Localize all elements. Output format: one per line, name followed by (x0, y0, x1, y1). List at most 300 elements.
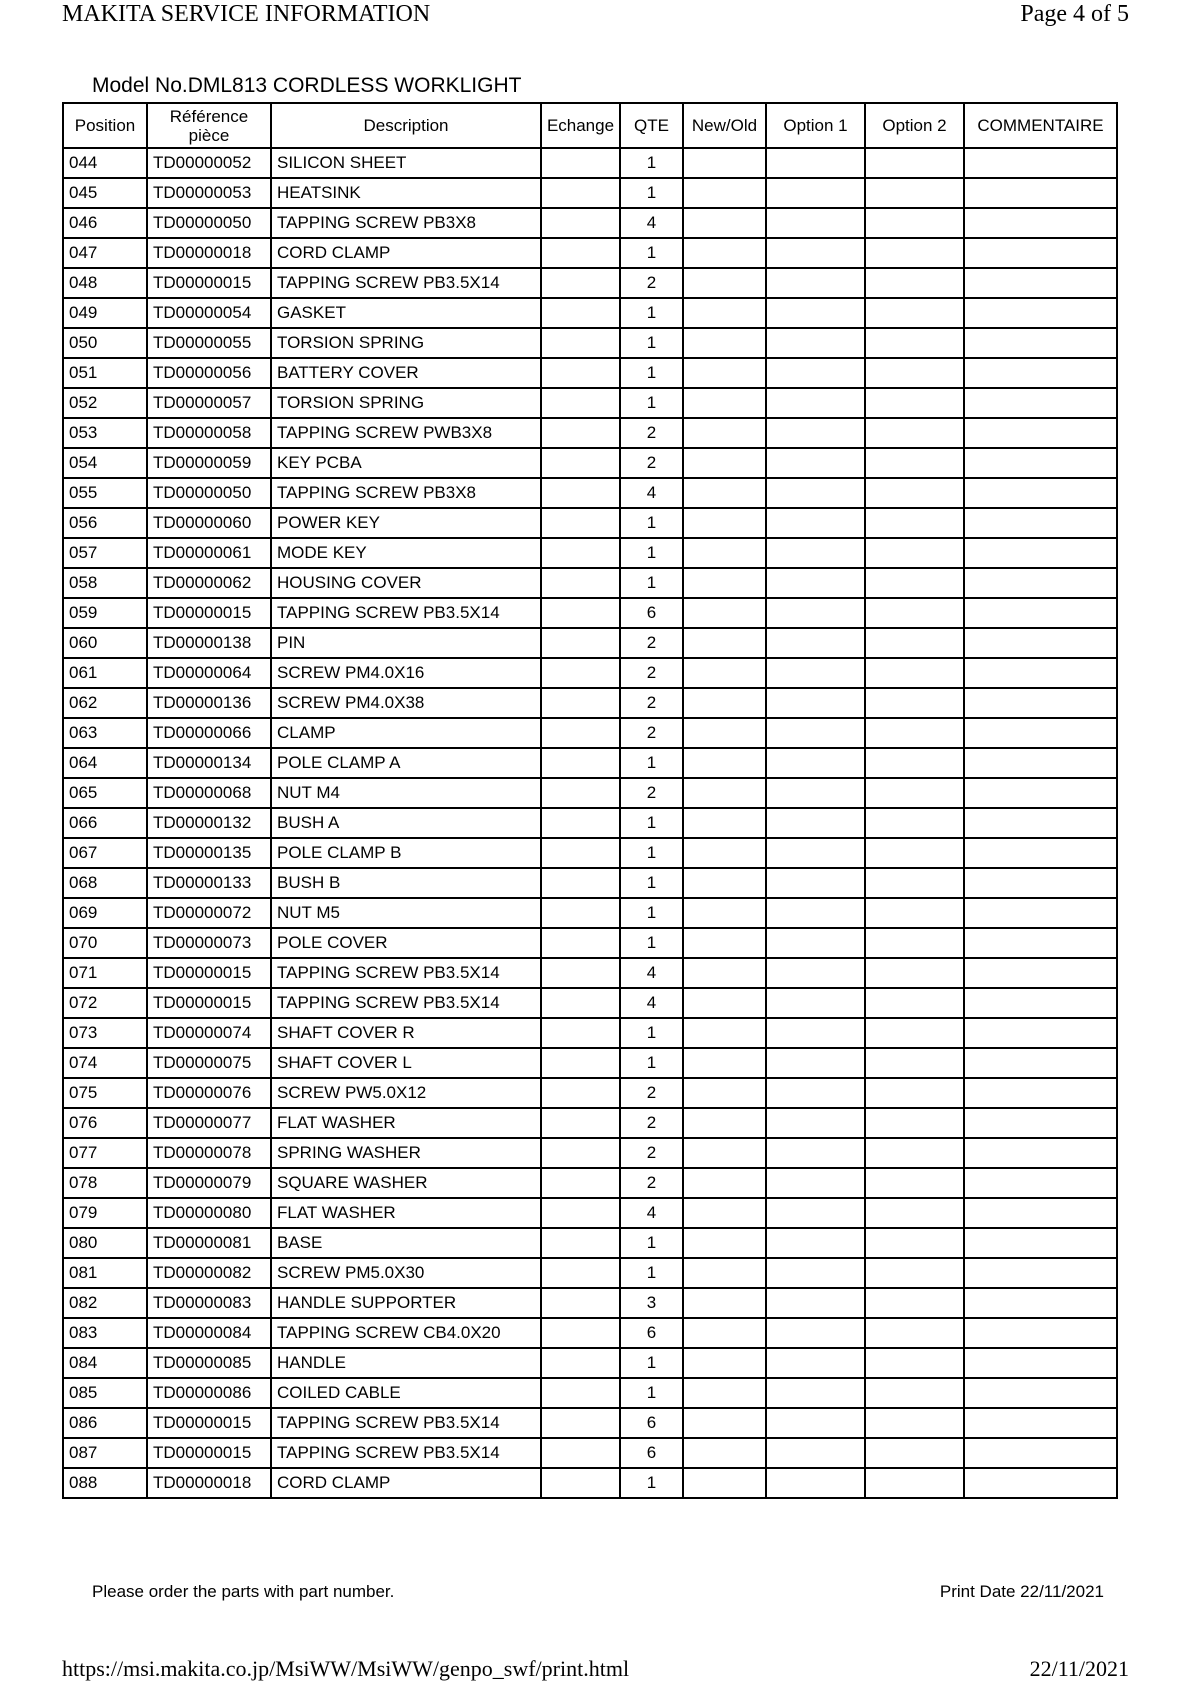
cell-description: HOUSING COVER (271, 568, 541, 598)
cell-option-1 (766, 388, 865, 418)
cell-position: 073 (63, 1018, 147, 1048)
cell-reference: TD00000082 (147, 1258, 271, 1288)
cell-new-old (683, 598, 766, 628)
cell-description: COILED CABLE (271, 1378, 541, 1408)
cell-option-2 (865, 328, 964, 358)
cell-position: 074 (63, 1048, 147, 1078)
cell-position: 071 (63, 958, 147, 988)
table-row (63, 148, 1117, 178)
cell-reference: TD00000015 (147, 598, 271, 628)
cell-new-old (683, 418, 766, 448)
cell-commentaire (964, 538, 1117, 568)
cell-reference: TD00000086 (147, 1378, 271, 1408)
cell-position: 085 (63, 1378, 147, 1408)
cell-commentaire (964, 1078, 1117, 1108)
cell-position: 065 (63, 778, 147, 808)
cell-description: SCREW PM4.0X16 (271, 658, 541, 688)
cell-reference: TD00000084 (147, 1318, 271, 1348)
cell-option-1 (766, 1228, 865, 1258)
cell-new-old (683, 328, 766, 358)
cell-qte: 2 (620, 1108, 683, 1138)
cell-new-old (683, 448, 766, 478)
cell-option-2 (865, 1048, 964, 1078)
cell-qte: 1 (620, 1348, 683, 1378)
cell-position: 068 (63, 868, 147, 898)
cell-position: 064 (63, 748, 147, 778)
table-row (63, 208, 1117, 238)
cell-qte: 1 (620, 1228, 683, 1258)
cell-new-old (683, 478, 766, 508)
cell-description: BUSH B (271, 868, 541, 898)
cell-description: POLE COVER (271, 928, 541, 958)
cell-option-2 (865, 1258, 964, 1288)
cell-option-1 (766, 1318, 865, 1348)
cell-qte: 6 (620, 1438, 683, 1468)
cell-qte: 2 (620, 718, 683, 748)
cell-reference: TD00000080 (147, 1198, 271, 1228)
cell-echange (541, 178, 620, 208)
cell-new-old (683, 1108, 766, 1138)
cell-option-2 (865, 208, 964, 238)
cell-commentaire (964, 988, 1117, 1018)
cell-new-old (683, 358, 766, 388)
table-row (63, 1078, 1117, 1108)
cell-qte: 4 (620, 478, 683, 508)
cell-position: 067 (63, 838, 147, 868)
column-header-position: Position (63, 103, 147, 148)
cell-echange (541, 988, 620, 1018)
table-row (63, 988, 1117, 1018)
column-header-reference: Référence pièce (147, 103, 271, 148)
cell-new-old (683, 1438, 766, 1468)
cell-echange (541, 1258, 620, 1288)
cell-reference: TD00000056 (147, 358, 271, 388)
cell-reference: TD00000134 (147, 748, 271, 778)
cell-qte: 2 (620, 1168, 683, 1198)
cell-option-1 (766, 1078, 865, 1108)
cell-commentaire (964, 658, 1117, 688)
table-row (63, 628, 1117, 658)
cell-option-2 (865, 538, 964, 568)
cell-echange (541, 208, 620, 238)
table-row (63, 1198, 1117, 1228)
cell-description: HEATSINK (271, 178, 541, 208)
cell-option-1 (766, 1018, 865, 1048)
cell-description: CORD CLAMP (271, 1468, 541, 1498)
cell-option-1 (766, 868, 865, 898)
cell-new-old (683, 658, 766, 688)
table-row (63, 958, 1117, 988)
cell-description: NUT M5 (271, 898, 541, 928)
table-row (63, 928, 1117, 958)
cell-position: 045 (63, 178, 147, 208)
cell-echange (541, 868, 620, 898)
cell-echange (541, 1048, 620, 1078)
table-row (63, 1048, 1117, 1078)
table-row (63, 388, 1117, 418)
cell-position: 082 (63, 1288, 147, 1318)
cell-reference: TD00000061 (147, 538, 271, 568)
cell-qte: 4 (620, 988, 683, 1018)
cell-option-2 (865, 1078, 964, 1108)
cell-option-1 (766, 1348, 865, 1378)
cell-position: 087 (63, 1438, 147, 1468)
cell-qte: 2 (620, 448, 683, 478)
cell-qte: 1 (620, 538, 683, 568)
table-row (63, 1378, 1117, 1408)
cell-option-2 (865, 358, 964, 388)
cell-option-1 (766, 658, 865, 688)
cell-new-old (683, 1378, 766, 1408)
cell-echange (541, 628, 620, 658)
cell-commentaire (964, 688, 1117, 718)
cell-description: SPRING WASHER (271, 1138, 541, 1168)
cell-echange (541, 148, 620, 178)
cell-qte: 1 (620, 508, 683, 538)
table-row (63, 178, 1117, 208)
cell-qte: 2 (620, 1138, 683, 1168)
cell-position: 084 (63, 1348, 147, 1378)
cell-option-1 (766, 1108, 865, 1138)
cell-new-old (683, 1288, 766, 1318)
cell-commentaire (964, 1468, 1117, 1498)
cell-description: BUSH A (271, 808, 541, 838)
cell-description: HANDLE (271, 1348, 541, 1378)
cell-description: TAPPING SCREW PB3.5X14 (271, 988, 541, 1018)
table-row (63, 898, 1117, 928)
cell-option-2 (865, 1348, 964, 1378)
cell-new-old (683, 868, 766, 898)
cell-commentaire (964, 838, 1117, 868)
cell-reference: TD00000058 (147, 418, 271, 448)
cell-position: 061 (63, 658, 147, 688)
cell-option-1 (766, 508, 865, 538)
cell-commentaire (964, 388, 1117, 418)
cell-reference: TD00000138 (147, 628, 271, 658)
cell-option-2 (865, 1198, 964, 1228)
cell-echange (541, 1018, 620, 1048)
cell-position: 063 (63, 718, 147, 748)
cell-description: MODE KEY (271, 538, 541, 568)
cell-option-2 (865, 1138, 964, 1168)
cell-option-2 (865, 1378, 964, 1408)
cell-description: FLAT WASHER (271, 1198, 541, 1228)
cell-reference: TD00000054 (147, 298, 271, 328)
cell-reference: TD00000135 (147, 838, 271, 868)
cell-commentaire (964, 1048, 1117, 1078)
cell-commentaire (964, 448, 1117, 478)
cell-description: TAPPING SCREW PB3X8 (271, 208, 541, 238)
cell-description: SHAFT COVER L (271, 1048, 541, 1078)
cell-qte: 2 (620, 778, 683, 808)
cell-position: 080 (63, 1228, 147, 1258)
cell-option-2 (865, 598, 964, 628)
cell-commentaire (964, 1348, 1117, 1378)
cell-position: 057 (63, 538, 147, 568)
cell-qte: 2 (620, 628, 683, 658)
page-number: Page 4 of 5 (1020, 1, 1129, 27)
cell-new-old (683, 1198, 766, 1228)
cell-qte: 1 (620, 328, 683, 358)
cell-reference: TD00000083 (147, 1288, 271, 1318)
cell-reference: TD00000015 (147, 268, 271, 298)
cell-position: 077 (63, 1138, 147, 1168)
cell-commentaire (964, 1288, 1117, 1318)
cell-option-1 (766, 538, 865, 568)
cell-qte: 1 (620, 928, 683, 958)
cell-commentaire (964, 1138, 1117, 1168)
cell-option-1 (766, 478, 865, 508)
cell-qte: 1 (620, 898, 683, 928)
cell-option-1 (766, 358, 865, 388)
cell-qte: 2 (620, 658, 683, 688)
cell-description: KEY PCBA (271, 448, 541, 478)
cell-new-old (683, 208, 766, 238)
cell-echange (541, 778, 620, 808)
cell-new-old (683, 178, 766, 208)
table-row (63, 838, 1117, 868)
cell-echange (541, 1318, 620, 1348)
cell-reference: TD00000053 (147, 178, 271, 208)
cell-description: POWER KEY (271, 508, 541, 538)
cell-reference: TD00000052 (147, 148, 271, 178)
cell-qte: 1 (620, 1048, 683, 1078)
table-header-row (63, 103, 1117, 148)
cell-position: 051 (63, 358, 147, 388)
cell-description: SCREW PM4.0X38 (271, 688, 541, 718)
cell-option-1 (766, 1408, 865, 1438)
cell-option-1 (766, 1438, 865, 1468)
cell-echange (541, 748, 620, 778)
cell-commentaire (964, 1228, 1117, 1258)
cell-option-1 (766, 1288, 865, 1318)
cell-description: CORD CLAMP (271, 238, 541, 268)
cell-option-1 (766, 448, 865, 478)
footer-date: 22/11/2021 (1029, 1656, 1129, 1681)
cell-reference: TD00000079 (147, 1168, 271, 1198)
cell-reference: TD00000085 (147, 1348, 271, 1378)
cell-echange (541, 1198, 620, 1228)
table-row (63, 298, 1117, 328)
cell-description: TAPPING SCREW CB4.0X20 (271, 1318, 541, 1348)
cell-commentaire (964, 1258, 1117, 1288)
cell-commentaire (964, 418, 1117, 448)
cell-new-old (683, 778, 766, 808)
cell-description: SCREW PM5.0X30 (271, 1258, 541, 1288)
cell-qte: 1 (620, 238, 683, 268)
cell-reference: TD00000136 (147, 688, 271, 718)
cell-new-old (683, 688, 766, 718)
cell-new-old (683, 1168, 766, 1198)
cell-reference: TD00000059 (147, 448, 271, 478)
cell-echange (541, 418, 620, 448)
cell-new-old (683, 1258, 766, 1288)
page-url: https://msi.makita.co.jp/MsiWW/MsiWW/genpo_swf/print.html (62, 1656, 630, 1681)
print-date: Print Date 22/11/2021 (939, 1582, 1104, 1601)
cell-new-old (683, 628, 766, 658)
cell-commentaire (964, 1018, 1117, 1048)
page-header-title: MAKITA SERVICE INFORMATION (62, 1, 431, 27)
table-row (63, 1258, 1117, 1288)
parts-table (62, 102, 1118, 1499)
cell-echange (541, 328, 620, 358)
cell-option-2 (865, 688, 964, 718)
cell-reference: TD00000072 (147, 898, 271, 928)
cell-echange (541, 1288, 620, 1318)
cell-new-old (683, 1048, 766, 1078)
table-row (63, 508, 1117, 538)
table-row (63, 1468, 1117, 1498)
cell-commentaire (964, 628, 1117, 658)
cell-commentaire (964, 778, 1117, 808)
table-row (63, 418, 1117, 448)
cell-position: 058 (63, 568, 147, 598)
cell-new-old (683, 508, 766, 538)
cell-position: 070 (63, 928, 147, 958)
table-row (63, 448, 1117, 478)
table-row (63, 748, 1117, 778)
cell-description: BASE (271, 1228, 541, 1258)
cell-description: TAPPING SCREW PB3.5X14 (271, 1408, 541, 1438)
cell-option-1 (766, 688, 865, 718)
cell-description: HANDLE SUPPORTER (271, 1288, 541, 1318)
cell-option-2 (865, 868, 964, 898)
cell-option-2 (865, 778, 964, 808)
table-row (63, 1318, 1117, 1348)
cell-echange (541, 478, 620, 508)
column-header-new-old: New/Old (683, 103, 766, 148)
cell-option-1 (766, 418, 865, 448)
cell-position: 053 (63, 418, 147, 448)
cell-echange (541, 1438, 620, 1468)
cell-option-2 (865, 658, 964, 688)
cell-reference: TD00000074 (147, 1018, 271, 1048)
cell-option-1 (766, 298, 865, 328)
cell-position: 047 (63, 238, 147, 268)
cell-description: TORSION SPRING (271, 328, 541, 358)
cell-position: 062 (63, 688, 147, 718)
table-row (63, 568, 1117, 598)
cell-new-old (683, 808, 766, 838)
cell-echange (541, 958, 620, 988)
cell-option-2 (865, 478, 964, 508)
model-title: Model No.DML813 CORDLESS WORKLIGHT (92, 74, 522, 97)
cell-option-1 (766, 748, 865, 778)
cell-qte: 1 (620, 1378, 683, 1408)
cell-new-old (683, 1318, 766, 1348)
cell-qte: 1 (620, 298, 683, 328)
cell-position: 076 (63, 1108, 147, 1138)
cell-reference: TD00000018 (147, 238, 271, 268)
cell-option-2 (865, 508, 964, 538)
cell-option-1 (766, 178, 865, 208)
cell-position: 081 (63, 1258, 147, 1288)
cell-position: 044 (63, 148, 147, 178)
cell-description: TAPPING SCREW PB3.5X14 (271, 598, 541, 628)
cell-new-old (683, 928, 766, 958)
table-row (63, 1348, 1117, 1378)
cell-reference: TD00000133 (147, 868, 271, 898)
cell-reference: TD00000081 (147, 1228, 271, 1258)
cell-qte: 1 (620, 808, 683, 838)
cell-option-1 (766, 1138, 865, 1168)
cell-option-2 (865, 1288, 964, 1318)
table-row (63, 1018, 1117, 1048)
cell-position: 066 (63, 808, 147, 838)
cell-description: POLE CLAMP A (271, 748, 541, 778)
cell-option-2 (865, 268, 964, 298)
cell-option-1 (766, 628, 865, 658)
cell-option-2 (865, 148, 964, 178)
cell-option-1 (766, 778, 865, 808)
cell-echange (541, 1408, 620, 1438)
table-row (63, 538, 1117, 568)
cell-description: TAPPING SCREW PB3X8 (271, 478, 541, 508)
cell-option-1 (766, 988, 865, 1018)
cell-position: 069 (63, 898, 147, 928)
cell-reference: TD00000050 (147, 478, 271, 508)
cell-qte: 6 (620, 1408, 683, 1438)
cell-qte: 2 (620, 268, 683, 298)
cell-commentaire (964, 1378, 1117, 1408)
cell-option-2 (865, 898, 964, 928)
cell-reference: TD00000068 (147, 778, 271, 808)
cell-option-1 (766, 928, 865, 958)
table-row (63, 268, 1117, 298)
cell-echange (541, 568, 620, 598)
cell-new-old (683, 568, 766, 598)
table-row (63, 1228, 1117, 1258)
table-row (63, 1138, 1117, 1168)
cell-echange (541, 388, 620, 418)
column-header-option-2: Option 2 (865, 103, 964, 148)
cell-position: 086 (63, 1408, 147, 1438)
cell-reference: TD00000060 (147, 508, 271, 538)
cell-reference: TD00000055 (147, 328, 271, 358)
cell-position: 059 (63, 598, 147, 628)
cell-qte: 2 (620, 688, 683, 718)
cell-option-2 (865, 238, 964, 268)
cell-description: SCREW PW5.0X12 (271, 1078, 541, 1108)
table-row (63, 688, 1117, 718)
cell-new-old (683, 1138, 766, 1168)
cell-new-old (683, 1018, 766, 1048)
cell-echange (541, 928, 620, 958)
cell-option-2 (865, 1018, 964, 1048)
cell-option-2 (865, 568, 964, 598)
cell-qte: 1 (620, 388, 683, 418)
cell-option-2 (865, 838, 964, 868)
cell-option-1 (766, 568, 865, 598)
cell-qte: 1 (620, 178, 683, 208)
cell-echange (541, 838, 620, 868)
cell-commentaire (964, 718, 1117, 748)
cell-echange (541, 268, 620, 298)
cell-commentaire (964, 178, 1117, 208)
cell-option-2 (865, 298, 964, 328)
column-header-commentaire: COMMENTAIRE (964, 103, 1117, 148)
cell-echange (541, 1378, 620, 1408)
cell-echange (541, 1468, 620, 1498)
cell-new-old (683, 988, 766, 1018)
cell-position: 052 (63, 388, 147, 418)
cell-new-old (683, 1468, 766, 1498)
cell-qte: 6 (620, 1318, 683, 1348)
parts-table-body (63, 148, 1117, 1498)
cell-position: 079 (63, 1198, 147, 1228)
cell-echange (541, 808, 620, 838)
cell-commentaire (964, 328, 1117, 358)
